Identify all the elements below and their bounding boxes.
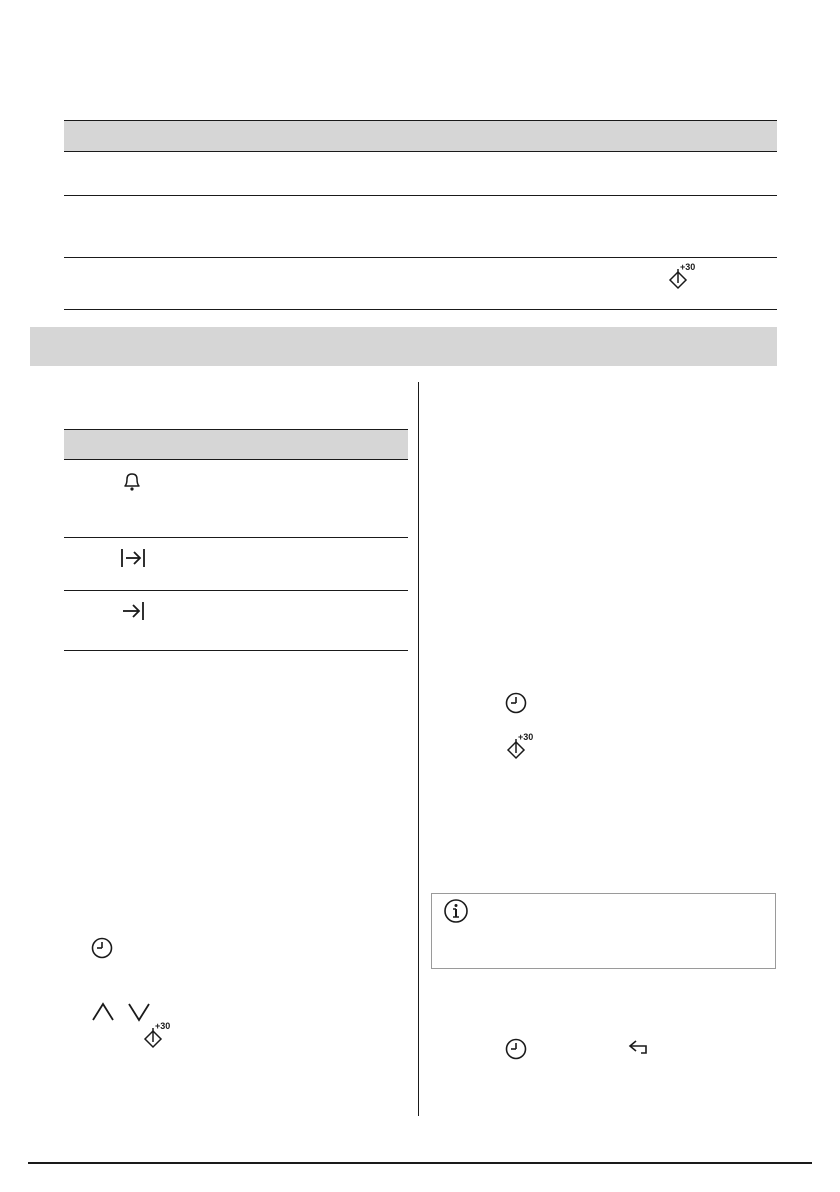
top-table-rule	[64, 257, 777, 258]
clock-icon	[89, 935, 115, 961]
top-table-rule	[64, 195, 777, 196]
bell-icon	[120, 470, 144, 494]
top-table-rule	[64, 309, 777, 310]
svg-text:+30: +30	[518, 732, 534, 742]
clock-table-rule	[64, 459, 408, 460]
duration-icon	[119, 546, 147, 570]
clock-table-rule	[64, 590, 408, 591]
svg-text:+30: +30	[680, 262, 696, 272]
info-box	[431, 893, 776, 969]
steam-plus-30-icon	[502, 731, 538, 761]
clock-table-rule	[64, 537, 408, 538]
clock-table-rule	[64, 429, 408, 430]
svg-text:+30: +30	[155, 1021, 171, 1031]
steam-plus-30-icon	[664, 261, 700, 291]
section-heading-band	[30, 327, 777, 366]
clock-icon	[503, 690, 529, 716]
info-icon	[442, 897, 470, 925]
end-time-icon	[121, 599, 147, 623]
clock-table-header	[64, 430, 408, 459]
column-divider	[418, 382, 419, 1116]
up-arrow-icon	[90, 1000, 116, 1024]
steam-plus-30-icon	[139, 1020, 175, 1050]
clock-icon	[503, 1036, 529, 1062]
top-table-rule	[64, 120, 777, 121]
top-table-header	[64, 121, 777, 151]
clock-table-rule	[64, 650, 408, 651]
top-table-rule	[64, 151, 777, 152]
page-bottom-rule	[28, 1162, 812, 1164]
back-arrow-icon	[626, 1037, 654, 1059]
